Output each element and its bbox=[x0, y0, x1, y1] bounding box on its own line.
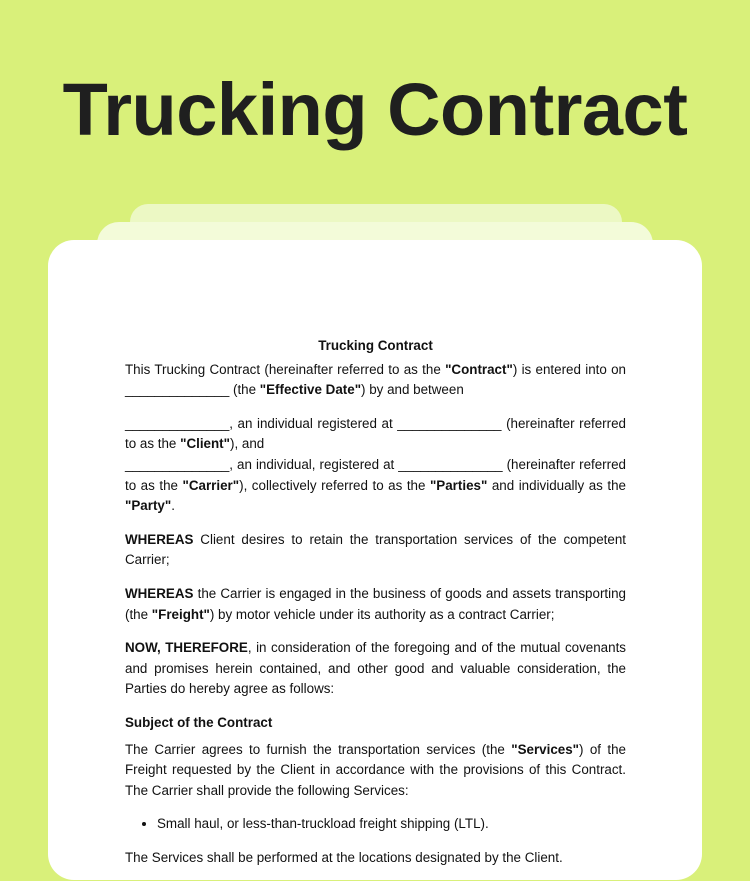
carrier-text: . bbox=[171, 498, 175, 514]
carrier-text: and individually as the bbox=[487, 477, 626, 493]
document-title: Trucking Contract bbox=[318, 338, 433, 353]
section-heading: Subject of the Contract bbox=[125, 714, 273, 730]
services-text: The Carrier agrees to furnish the transportation services (the bbox=[125, 741, 512, 757]
intro-text: ) is entered into on ______________ (the bbox=[125, 361, 626, 398]
carrier-text: ), collectively referred to as the bbox=[239, 477, 430, 493]
whereas-text: ) by motor vehicle under its authority as a contract Carrier; bbox=[209, 606, 555, 622]
therefore-keyword: NOW, THEREFORE bbox=[125, 640, 248, 656]
whereas-keyword: WHEREAS bbox=[125, 531, 194, 547]
services-list bbox=[125, 814, 626, 835]
list-item: • Small haul, or less-than-truckload freight shipping (LTL). bbox=[157, 814, 626, 835]
hero-title: Trucking Contract bbox=[62, 68, 688, 151]
carrier-term: "Carrier" bbox=[182, 477, 240, 493]
intro-text: This Trucking Contract (hereinafter referred to as the bbox=[125, 361, 446, 377]
document-body bbox=[125, 336, 626, 881]
therefore-text: , in consideration of the foregoing and of the mutual covenants and promises herein contained, and other good and valuable consideration, the Parties do hereby agree as follows: bbox=[125, 640, 626, 697]
carrier-text: ______________, an individual, registered at ______________ (hereinafter referred to as the bbox=[125, 456, 626, 493]
whereas-paragraph-1 bbox=[125, 530, 626, 571]
client-text: ______________, an individual registered at ______________ (hereinafter referred to as the bbox=[125, 415, 626, 452]
party-term: "Party" bbox=[125, 498, 172, 514]
client-paragraph bbox=[125, 414, 626, 455]
whereas-text: Client desires to retain the transportation services of the competent Carrier; bbox=[125, 531, 626, 568]
freight-term: "Freight" bbox=[151, 606, 210, 622]
locations-paragraph: The Services shall be performed at the locations designated by the Client. bbox=[125, 849, 563, 865]
whereas-keyword: WHEREAS bbox=[125, 585, 194, 601]
whereas-paragraph-2 bbox=[125, 584, 626, 625]
client-text: ), and bbox=[230, 436, 265, 452]
therefore-paragraph bbox=[125, 638, 626, 700]
intro-paragraph bbox=[125, 360, 626, 401]
intro-text: ) by and between bbox=[361, 382, 464, 398]
carrier-paragraph bbox=[125, 455, 626, 517]
services-text: ) of the Freight requested by the Client in accordance with the provisions of this Contract. The Carrier shall provide the following Services: bbox=[125, 741, 626, 798]
client-term: "Client" bbox=[180, 436, 230, 452]
parties-term: "Parties" bbox=[429, 477, 488, 493]
whereas-text: the Carrier is engaged in the business of goods and assets transporting (the bbox=[125, 585, 626, 622]
effective-date-term: "Effective Date" bbox=[259, 382, 362, 398]
services-paragraph bbox=[125, 740, 626, 802]
contract-term: "Contract" bbox=[445, 361, 513, 377]
services-term: "Services" bbox=[511, 741, 580, 757]
